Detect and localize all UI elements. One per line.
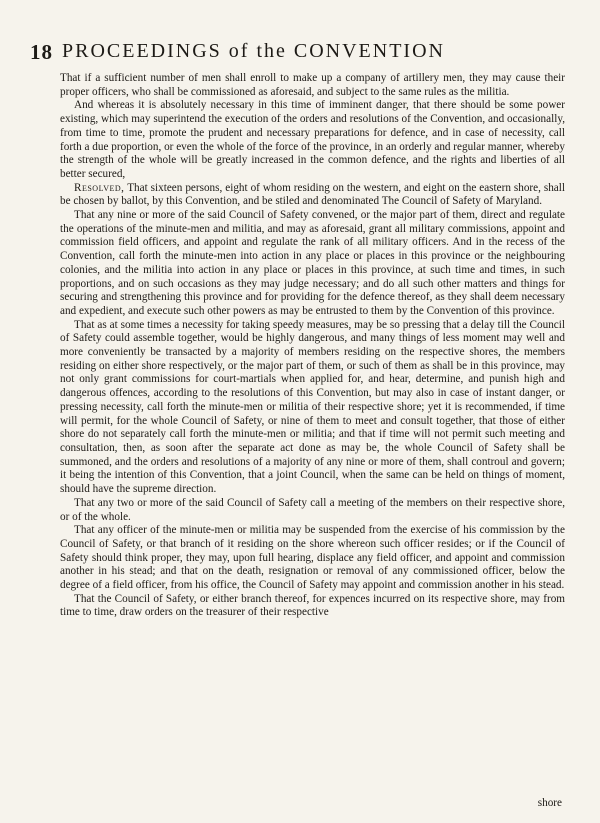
paragraph-4: That any nine or more of the said Council of Safety convened, or the major part of them, direct and regulate the operations of the minute-men and militia, and may as aforesaid, grant all military commissions, appoint and commission field officers, and appoint and regulate the rank of all military officers. And in the recess of the Convention, call forth the minute-men into action in any place or places in this province or the neighbouring colonies, and the militia into action in any place or places in this province, at such time and times, in such proportions, and on such occasions as they may judge necessary; and do all such other matters and things for securing and strengthening this province and for providing for the defence thereof, as they shall deem necessary and expedient, and execute such other powers as may be entrusted to them by the Convention of this province. [60,209,565,317]
paragraph-3-text: That sixteen persons, eight of whom residing on the western, and eight on the eastern shore, shall be chosen by ballot, by this Convention, and be stiled and denominated The Council of Safety of Maryland. [60,181,565,208]
body-text [60,72,565,620]
paragraph-1: That if a sufficient number of men shall enroll to make up a company of artillery men, they may cause their proper officers, who shall be commissioned as aforesaid, and subject to the same rules as the militia. [60,72,565,98]
page-number: 18 [30,40,53,64]
page-header [0,40,600,68]
catchword: shore [537,797,562,809]
paragraph-5: That as at some times a necessity for taking speedy measures, may be so pressing that a delay till the Council of Safety could assemble together, would be highly dangerous, and many things of less moment may well and more conveniently be transacted by a majority of members residing on the respective shores, the members residing on either shore respectively, or the major part of them, or such of them as shall be in this province, may not only grant commissions for court-martials when applied for, and hear, determine, and punish high and dangerous offences, according to the resolutions of this Convention, but may also in case of instant danger, or pressing necessity, call forth the minute-men or militia of their respective shore; yet it is recommended, if time will permit, for the whole Council of Safety, or nine of them to meet and consult together, that those of either shore do not separately call forth the minute-men or militia; and that if time will not permit such meeting and consultation, then, as soon after the separate act done as may be, the whole Council of Safety shall be summoned, and the orders and resolutions of a majority of any nine or more of them, shall controul and govern; it being the intention of this Convention, that a joint Council, when the same can be held on things of moment, should have the supreme direction. [60,318,565,496]
paragraph-7: That any officer of the minute-men or militia may be suspended from the exercise of his commission by the Council of Safety, or that branch of it residing on the shore whereon such officer resides; or if the Council of Safety should think proper, they may, upon full hearing, displace any field officer, and appoint and commission another in his stead; and that on the death, resignation or removal of any commissioned officer, below the degree of a field officer, from his office, the Council of Safety may appoint and commission another in his stead. [60,524,565,592]
paragraph-2: And whereas it is absolutely necessary in this time of imminent danger, that there should be some power existing, which may superintend the execution of the orders and resolutions of the Convention, and occasionally, from time to time, promote the prudent and necessary preparations for defence, and in case of necessity, call forth a due proportion, or even the whole of the force of the province, in an orderly and regular manner, whereby the strength of the whole will be greatly increased in the common defence, and the rights and liberties of all better secured, [60,99,565,180]
paragraph-6: That any two or more of the said Council of Safety call a meeting of the members on their respective shore, or of the whole. [60,496,565,523]
running-head: PROCEEDINGS of the CONVENTION [62,40,445,62]
paragraph-8: That the Council of Safety, or either branch thereof, for expences incurred on its respective shore, may from time to time, draw orders on the treasurer of their respective [60,592,565,619]
paragraph-3 [60,182,565,209]
resolved-word: Resolved, [74,181,125,194]
